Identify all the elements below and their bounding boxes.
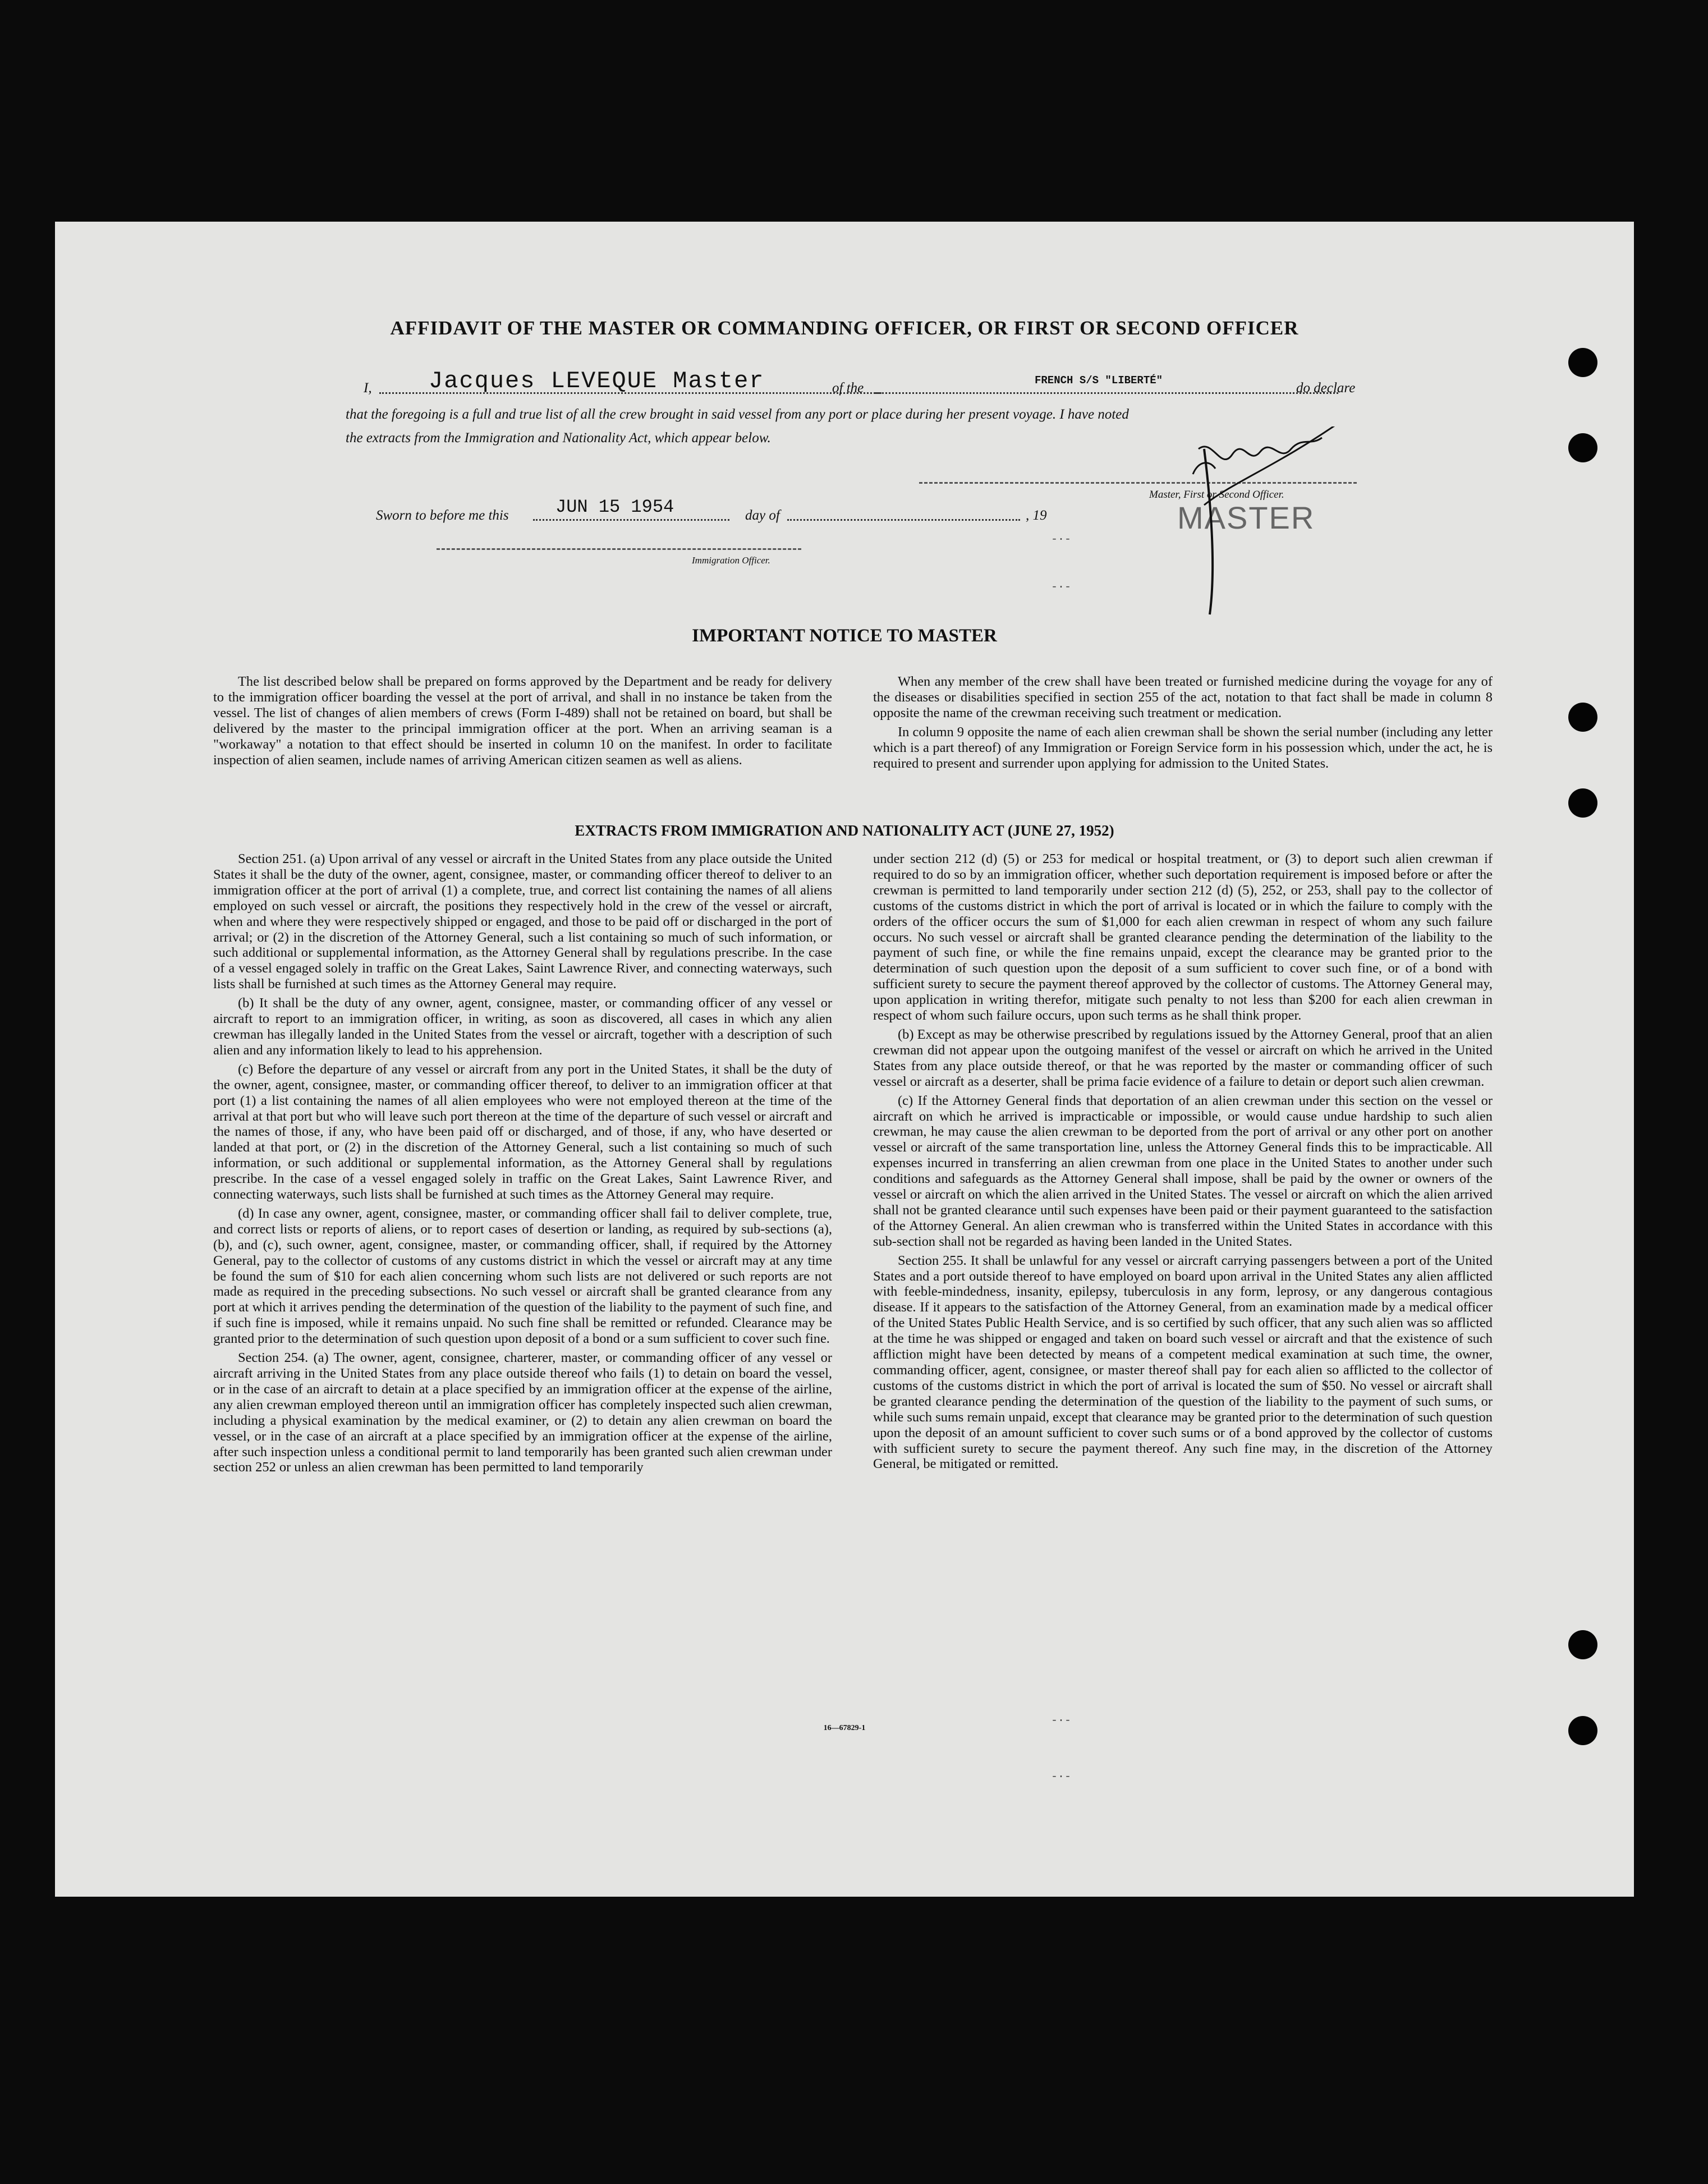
section-251-a: Section 251. (a) Upon arrival of any vessel or aircraft in the United States from any place outside the United States it shall be the duty of the owner, agent, consignee, master, or commanding officer thereof to deliver to an immigration officer at the port of arrival (1) a complete, true, and correct list containing the names of all aliens employed on such vessel or aircraft, the positions they respectively hold in the crew of the vessel or aircraft, when and where they were respectively shipped or engaged, and those to be paid off or discharged in the port of arrival; or (2) in the discretion of the Attorney General, such a list containing so much of such information, or such additional or supplemental information, as the Attorney General shall by regulations prescribe. In the case of a vessel engaged solely in traffic on the Great Lakes, Saint Lawrence River, and connecting waterways, such lists shall be furnished at such times as the Attorney General may require.: [213, 851, 832, 992]
year-label: , 19: [1026, 508, 1047, 523]
tick-mark: -·-: [1051, 581, 1072, 594]
binder-hole-icon: [1568, 1716, 1597, 1745]
notice-right-column: [873, 674, 1493, 774]
officer-caption: Master, First or Second Officer.: [1149, 489, 1284, 501]
binder-hole-icon: [1568, 433, 1597, 462]
section-254-c: (c) If the Attorney General finds that deportation of an alien crewman under this section on the vessel or aircraft on which he arrived is impracticable or impossible, or would cause undue hardship to such alien crewman, he may cause the alien crewman to be deported from the port of arrival or any other port on another vessel or aircraft of the same transportation line, unless the Attorney General finds this to be impracticable. All expenses incurred in transferring an alien crewman from one place in the United States to another under such conditions and safeguards as the Attorney General shall impose, shall be paid by the owner or owners of the vessel or aircraft on which the alien arrived in the United States. The vessel or aircraft on which the alien arrived shall not be granted clearance until such expenses have been paid or their payment guaranteed to the satisfaction of the Attorney General. An alien crewman who is transferred within the United States in accordance with this sub-section shall not be regarded as having been landed in the United States.: [873, 1093, 1493, 1249]
binder-hole-icon: [1568, 348, 1597, 377]
of-label: of the: [832, 380, 864, 396]
affidavit-page: [55, 222, 1634, 1897]
section-254-a-continued: under section 212 (d) (5) or 253 for medical or hospital treatment, or (3) to deport such alien crewman if required to do so by an immigration officer, whether such deportation requirement is imposed before or after the crewman is permitted to land temporarily under section 212 (d) (5), 252, or 253, shall pay to the collector of customs of the customs district in which the port of arrival is located or in which the failure to comply with the orders of the officer occurs the sum of $1,000 for each alien crewman in respect of whom any such failure occurs. No such vessel or aircraft shall be granted clearance pending the determination of the liability to the payment of such fine, or while the fine remains unpaid, except the clearance may be granted prior to the determination of such question upon the deposit of a sum sufficient to cover such fine, or of a bond with sufficient surety to secure the payment thereof approved by the collector of customs. The Attorney General may, upon application in writing therefor, mitigate such penalty to not less than $200 for each alien crewman in respect of whom such failure occurs, upon such terms as he shall think proper.: [873, 851, 1493, 1024]
sworn-date-field: [533, 498, 729, 521]
section-251-d: (d) In case any owner, agent, consignee, master, or commanding officer shall fail to deliver complete, true, and correct lists or reports of aliens, or to report cases of desertion or landing, as required by sub-sections (a), (b), and (c), such owner, agent, consignee, master, or commanding officer, shall, if required by the Attorney General, pay to the collector of customs of any customs district in which the vessel or aircraft may at any time be found the sum of $10 for each alien concerning whom such lists are not delivered or such reports are not made as required in the preceding subsections. No such vessel or aircraft shall be granted clearance from any port at which it arrives pending the determination of the question of the liability to the payment of such fine, and if such fine is imposed, while it remains unpaid. No such fine shall be remitted or refunded. Clearance may be granted prior to the determination of such question upon deposit of a bond or a sum sufficient to cover such fine.: [213, 1205, 832, 1347]
master-stamp: MASTER: [1177, 500, 1315, 535]
section-251-c: (c) Before the departure of any vessel or aircraft from any port in the United States, it shall be the duty of the owner, agent, consignee, master, or commanding officer thereof, to deliver to an immigration officer at that port (1) a list containing the names of all alien employees who were not employed thereon at the time of the arrival at that port but who will leave such port thereon at the time of the departure of such vessel or aircraft and the names of those, if any, who have been paid off or discharged, and of those, if any, who have deserted or landed at that port, or (2) in the discretion of the Attorney General, such a list containing so much of such information, or such additional or supplemental information, as the Attorney General shall by regulations prescribe. In the case of a vessel engaged solely in traffic on the Great Lakes, Saint Lawrence River, and connecting waterways, such lists shall be furnished at such times as the Attorney General may require.: [213, 1061, 832, 1203]
day-of-label: day of: [745, 508, 780, 523]
binder-hole-icon: [1568, 1630, 1597, 1659]
extracts-title: EXTRACTS FROM IMMIGRATION AND NATIONALITY ACT (JUNE 27, 1952): [575, 822, 1114, 839]
i-label: I,: [364, 380, 372, 396]
extracts-right-column: [873, 851, 1493, 1475]
master-name-field: [379, 369, 881, 394]
immigration-officer-line: [437, 548, 801, 550]
page-title: AFFIDAVIT OF THE MASTER OR COMMANDING OFFICER, OR FIRST OR SECOND OFFICER: [390, 317, 1299, 339]
declaration-line-2: the extracts from the Immigration and Nationality Act, which appear below.: [346, 430, 771, 446]
tick-mark: -·-: [1051, 1714, 1072, 1727]
immigration-officer-label: Immigration Officer.: [692, 555, 770, 566]
section-251-b: (b) It shall be the duty of any owner, agent, consignee, master, or commanding officer of any vessel or aircraft to report to an immigration officer, in writing, as soon as discovered, all cases in which any alien crewman has illegally landed in the United States from the vessel or aircraft, together with a description of such alien and any information likely to lead to his apprehension.: [213, 995, 832, 1058]
vessel-name: FRENCH S/S "LIBERTÉ": [1035, 374, 1163, 387]
binder-hole-icon: [1568, 703, 1597, 732]
notice-title: IMPORTANT NOTICE TO MASTER: [692, 626, 997, 646]
declare-label: do declare: [1296, 380, 1356, 396]
master-name: Jacques LEVEQUE Master: [429, 368, 765, 394]
notice-right-text-1: When any member of the crew shall have been treated or furnished medicine during the voyage for any of the diseases or disabilities specified in section 255 of the act, notation to that fact shall be made in column 8 opposite the name of the crewman receiving such treatment or medication.: [873, 674, 1493, 721]
signature-icon: [1182, 426, 1344, 628]
vessel-field: [875, 369, 1338, 394]
section-255: Section 255. It shall be unlawful for any vessel or aircraft carrying passengers between a port of the United States and a port outside thereof to have employed on board upon arrival in the United States any alien afflicted with feeble-mindedness, insanity, epilepsy, tuberculosis in any form, leprosy, or any dangerous contagious disease. If it appears to the satisfaction of the Attorney General, from an examination made by a medical officer of the United States Public Health Service, and is so certified by such officer, that any such alien was so afflicted at the time he was shipped or engaged and taken on board such vessel or aircraft and that the existence of such affliction might have been detected by means of a competent medical examination at such time, the owner, commanding officer, agent, consignee, or master thereof shall pay for each alien so afflicted to the collector of customs of the customs district in which the port of arrival is located the sum of $50. No vessel or aircraft shall be granted clearance pending the determination of the question of the liability to the payment of such sums, or while such sums remain unpaid, except that clearance may be granted prior to the determination of such question upon the deposit of an amount sufficient to cover such sums or of a bond approved by the collector of customs with sufficient surety to secure the payment thereof. Any such fine may, in the discretion of the Attorney General, be mitigated or remitted.: [873, 1252, 1493, 1472]
sworn-label: Sworn to before me this: [376, 508, 509, 523]
month-field: [787, 498, 1020, 521]
sworn-date: JUN 15 1954: [555, 497, 674, 517]
form-code: 16—67829-1: [823, 1724, 866, 1732]
notice-left-column: [213, 674, 832, 771]
extracts-left-column: [213, 851, 832, 1479]
notice-left-text: The list described below shall be prepared on forms approved by the Department and be ready for delivery to the immigration officer boarding the vessel at the port of arrival, and shall in no instance be taken from the vessel. The list of changes of alien members of crews (Form I-489) shall not be retained on board, but shall be delivered by the master to the principal immigration officer at the port. When an arriving seaman is a "workaway" a notation to that effect should be inserted in column 10 on the manifest. In order to facilitate inspection of alien seamen, include names of arriving American citizen seamen as well as aliens.: [213, 674, 832, 768]
tick-mark: -·-: [1051, 533, 1072, 546]
section-254-a: Section 254. (a) The owner, agent, consignee, charterer, master, or commanding officer of any vessel or aircraft arriving in the United States from any place outside thereof who fails (1) to detain on board the vessel, or in the case of an aircraft to detain at a place specified by an immigration officer at the expense of the airline, any alien crewman employed thereon until an immigration officer has completely inspected such alien crewman, including a physical examination by the medical examiner, or (2) to detain any alien crewman on board the vessel, or in the case of an aircraft at a place specified by an immigration officer at the expense of the airline, after such inspection unless a conditional permit to land temporarily has been granted such alien crewman under section 252 or unless an alien crewman has been permitted to land temporarily: [213, 1350, 832, 1475]
section-254-b: (b) Except as may be otherwise prescribed by regulations issued by the Attorney General, proof that an alien crewman did not appear upon the outgoing manifest of the vessel or aircraft on which he arrived in the United States from any place outside thereof, or that he was reported by the master or commanding officer of such vessel or aircraft as a deserter, shall be prima facie evidence of a failure to detain or deport such alien crewman.: [873, 1026, 1493, 1089]
notice-right-text-2: In column 9 opposite the name of each alien crewman shall be shown the serial number (including any letter which is a part thereof) of any Immigration or Foreign Service form in his possession which, under the act, he is required to present and surrender upon applying for admission to the United States.: [873, 724, 1493, 771]
binder-hole-icon: [1568, 788, 1597, 818]
tick-mark: -·-: [1051, 1770, 1072, 1783]
declaration-line-1: that the foregoing is a full and true list of all the crew brought in said vessel from any port or place during her present voyage. I have noted: [346, 407, 1129, 422]
